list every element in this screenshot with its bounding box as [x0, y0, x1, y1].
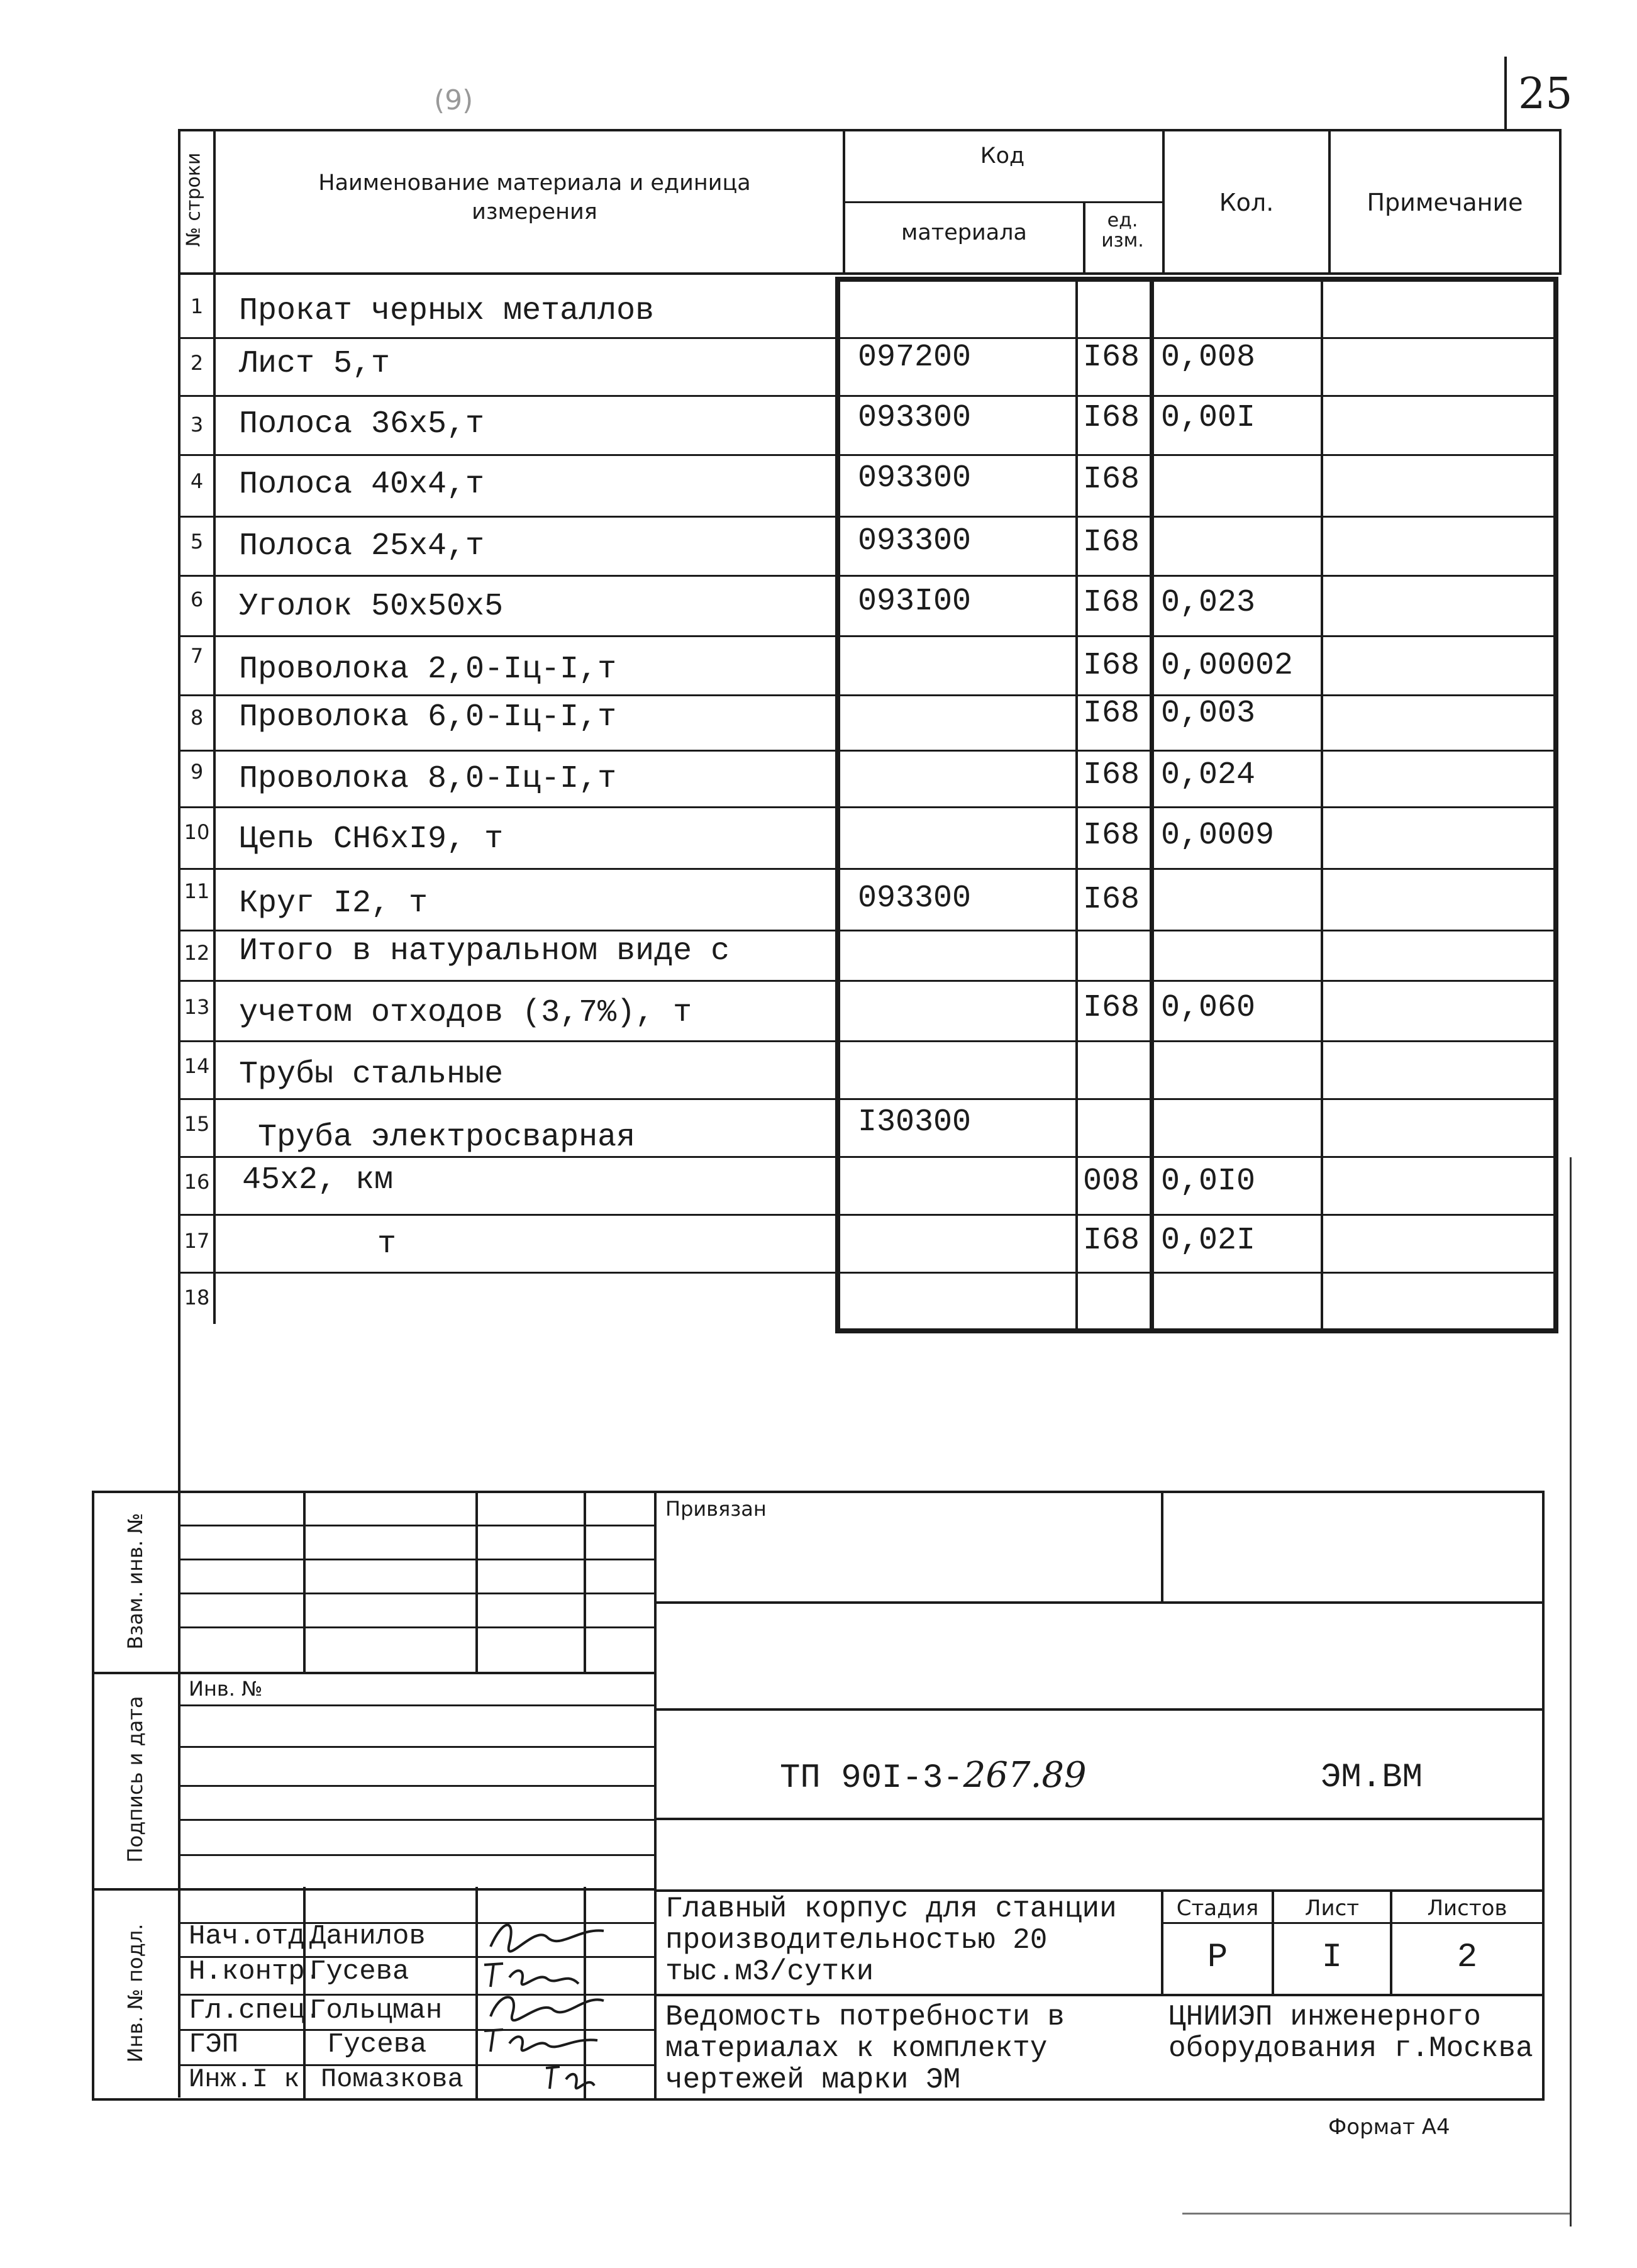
row-number: 7: [190, 644, 204, 668]
row-number: 3: [190, 413, 204, 436]
stage-label: Стадия: [1176, 1896, 1259, 1921]
document-mark: ЭМ.ВМ: [1321, 1759, 1423, 1797]
row-number: 14: [184, 1054, 210, 1078]
quantity: 0,00002: [1161, 648, 1294, 684]
material-name: Круг I2, т: [239, 886, 428, 921]
material-name: т: [377, 1226, 397, 1262]
sheet-subtitle: Ведомость потребности в материалах к комплекту чертежей марки ЭМ: [665, 2001, 1065, 2096]
header-note: Примечание: [1367, 189, 1523, 216]
material-code: 093300: [858, 881, 972, 916]
header-name: Наименование материала и единица измерения: [318, 170, 751, 225]
header-qty: Кол.: [1219, 189, 1274, 216]
material-code: 093300: [858, 400, 972, 436]
header-code-unit: ед. изм.: [1101, 209, 1144, 252]
material-name: Труба электросварная: [258, 1120, 636, 1155]
page-number: 25: [1518, 69, 1573, 119]
signer-name: Помазкова: [321, 2064, 463, 2094]
material-code: 093300: [858, 460, 972, 496]
unit-code: I68: [1083, 648, 1140, 684]
signature-guseva-2: [478, 2021, 604, 2059]
side-vzam-inv: Взам. инв. №: [123, 1513, 147, 1650]
quantity: 0,00I: [1161, 400, 1256, 436]
unit-code: I68: [1083, 340, 1140, 375]
row-number: 9: [190, 760, 204, 784]
row-number: 13: [184, 995, 210, 1019]
material-name: Итого в натуральном виде с: [239, 933, 730, 969]
material-name: Полоса 25х4,т: [239, 528, 485, 564]
material-name: Цепь СН6хI9, т: [239, 821, 504, 857]
quantity: 0,0009: [1161, 818, 1275, 853]
signer-role: Н.контр.: [189, 1956, 322, 1987]
material-name: Проволока 2,0-Iц-I,т: [239, 652, 617, 687]
quantity: 0,008: [1161, 340, 1256, 375]
material-name: Уголок 50х50х5: [239, 589, 504, 625]
signature-pomazkova: [541, 2060, 597, 2095]
unit-code: I68: [1083, 757, 1140, 793]
top-mark: (9): [434, 84, 474, 116]
header-row-no: № строки: [182, 152, 205, 247]
quantity: 0,023: [1161, 585, 1256, 621]
row-number: 4: [190, 469, 204, 493]
signer-name: Гусева: [309, 1956, 409, 1987]
side-inv-podl: Инв. № подл.: [123, 1923, 147, 2063]
signature-danilov: [484, 1912, 610, 1956]
material-code: I30300: [858, 1104, 972, 1140]
document-code: [780, 1755, 1087, 1798]
material-name: Прокат черных металлов: [239, 293, 655, 329]
material-code: 093I00: [858, 584, 972, 620]
row-number: 8: [190, 706, 204, 730]
quantity: 0,0I0: [1161, 1164, 1256, 1199]
unit-code: I68: [1083, 585, 1140, 621]
row-number: 2: [190, 351, 204, 375]
signer-name: Гусева: [327, 2029, 427, 2060]
unit-code: I68: [1083, 1223, 1140, 1259]
signer-name: Гольцман: [309, 1995, 443, 2026]
signer-role: Инж.I к: [189, 2064, 300, 2094]
row-number: 11: [184, 879, 210, 903]
row-number: 6: [190, 587, 204, 611]
material-name: Полоса 36х5,т: [239, 406, 485, 442]
signer-role: ГЭП: [189, 2029, 239, 2060]
row-number: 1: [190, 294, 204, 318]
unit-code: I68: [1083, 525, 1140, 560]
page-number-separator: [1504, 57, 1507, 131]
quantity: 0,003: [1161, 696, 1256, 731]
sheet-label: Лист: [1304, 1896, 1360, 1921]
material-code: 093300: [858, 523, 972, 559]
quantity: 0,024: [1161, 757, 1256, 793]
document-code-handwritten: 267.89: [963, 1755, 1087, 1796]
right-edge-line: [1570, 1157, 1572, 2226]
row-number: 15: [184, 1112, 210, 1136]
bottom-edge-line: [1182, 2213, 1570, 2215]
row-number: 18: [184, 1286, 210, 1309]
material-name: Трубы стальные: [239, 1057, 504, 1092]
signer-role: Нач.отд.: [189, 1921, 322, 1952]
material-name: Лист 5,т: [239, 346, 391, 382]
unit-code: I68: [1083, 882, 1140, 918]
document-code-printed: ТП 90I-3-: [780, 1759, 963, 1798]
row-number: 16: [184, 1170, 210, 1194]
material-name: Проволока 8,0-Iц-I,т: [239, 761, 617, 797]
quantity: 0,02I: [1161, 1223, 1256, 1259]
signer-name: Данилов: [309, 1921, 426, 1952]
header-code: Код: [980, 143, 1025, 169]
unit-code: I68: [1083, 462, 1140, 498]
row-number: 12: [184, 941, 210, 965]
unit-code: 008: [1083, 1164, 1140, 1199]
stage-value: Р: [1207, 1938, 1228, 1977]
row-number: 5: [190, 530, 204, 553]
organization: ЦНИИЭП инженерного оборудования г.Москва: [1168, 2001, 1533, 2065]
sheets-label: Листов: [1427, 1896, 1507, 1921]
project-title: Главный корпус для станции производительностью 20 тыс.м3/сутки: [665, 1893, 1117, 1988]
material-name: 45х2, км: [242, 1162, 394, 1198]
sheet-value: I: [1321, 1938, 1343, 1977]
row-number: 10: [184, 820, 210, 844]
unit-code: I68: [1083, 400, 1140, 436]
privyazan-label: Привязан: [665, 1497, 767, 1521]
material-name: Полоса 40х4,т: [239, 467, 485, 503]
signer-role: Гл.спец.: [189, 1995, 322, 2026]
material-code: 097200: [858, 340, 972, 375]
unit-code: I68: [1083, 990, 1140, 1026]
material-name: Проволока 6,0-Iц-I,т: [239, 699, 617, 735]
quantity: 0,060: [1161, 990, 1256, 1026]
sheets-value: 2: [1457, 1938, 1478, 1977]
row-number: 17: [184, 1229, 210, 1253]
material-name: учетом отходов (3,7%), т: [239, 995, 692, 1031]
header-code-material: материала: [901, 220, 1027, 245]
unit-code: I68: [1083, 818, 1140, 853]
unit-code: I68: [1083, 696, 1140, 731]
side-podpis-data: Подпись и дата: [123, 1696, 147, 1863]
format-label: Формат А4: [1328, 2115, 1450, 2140]
inv-no-label: Инв. №: [189, 1677, 263, 1701]
